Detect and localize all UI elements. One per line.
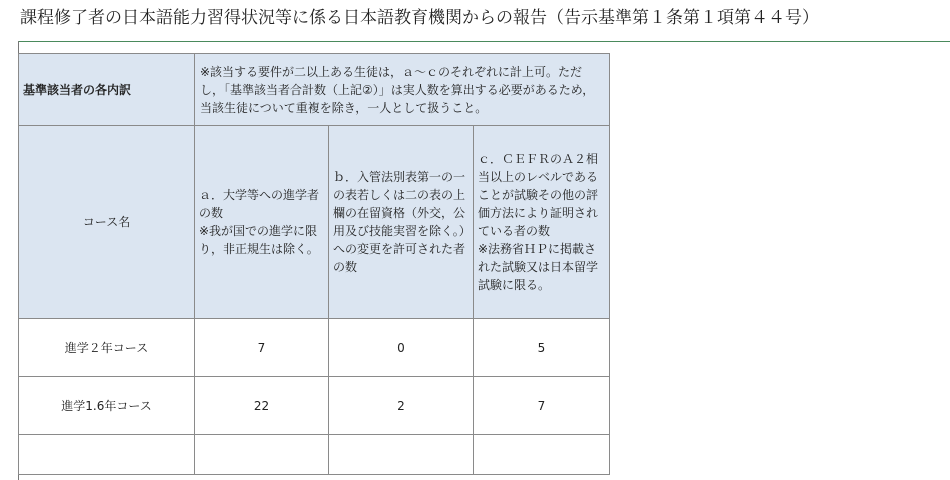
count-c-cell[interactable] <box>474 435 610 475</box>
count-b-cell[interactable]: 2 <box>329 377 474 435</box>
col-c-header: ｃ．ＣＥＦＲのＡ２相当以上のレベルであることが試験その他の評価方法により証明されている者の数 ※法務省ＨＰに掲載された試験又は日本留学試験に限る。 <box>474 126 610 319</box>
course-name-cell[interactable]: 進学1.6年コース <box>19 377 195 435</box>
count-a-cell[interactable]: 22 <box>195 377 329 435</box>
col-a-header: ａ．大学等への進学者の数 ※我が国での進学に限り，非正規生は除く。 <box>195 126 329 319</box>
course-header-cell: コース名 <box>19 126 195 319</box>
count-a-cell[interactable]: 7 <box>195 319 329 377</box>
course-name-cell[interactable]: 進学２年コース <box>19 319 195 377</box>
report-title: 課程修了者の日本語能力習得状況等に係る日本語教育機関からの報告（告示基準第１条第１項第４４号） <box>20 8 819 28</box>
table-row <box>19 435 610 475</box>
count-c-cell[interactable]: 5 <box>474 319 610 377</box>
count-b-cell[interactable] <box>329 435 474 475</box>
sheet-border-top <box>18 41 950 42</box>
report-table <box>18 53 610 475</box>
col-b-header: ｂ．入管法別表第一の一の表若しくは二の表の上欄の在留資格（外交，公用及び技能実習を除く。）への変更を許可された者の数 <box>329 126 474 319</box>
criteria-header-row <box>19 54 610 126</box>
course-name-cell[interactable] <box>19 435 195 475</box>
column-header-row <box>19 126 610 319</box>
count-b-cell[interactable]: 0 <box>329 319 474 377</box>
table-row <box>19 377 610 435</box>
note-cell: ※該当する要件が二以上ある生徒は，ａ～ｃのそれぞれに計上可。ただし，「基準該当者合計数（上記②）」は実人数を算出する必要があるため，当該生徒について重複を除き，一人として扱うこと。 <box>195 54 610 126</box>
criteria-label-cell: 基準該当者の各内訳 <box>19 54 195 126</box>
table-row <box>19 319 610 377</box>
count-c-cell[interactable]: 7 <box>474 377 610 435</box>
count-a-cell[interactable] <box>195 435 329 475</box>
